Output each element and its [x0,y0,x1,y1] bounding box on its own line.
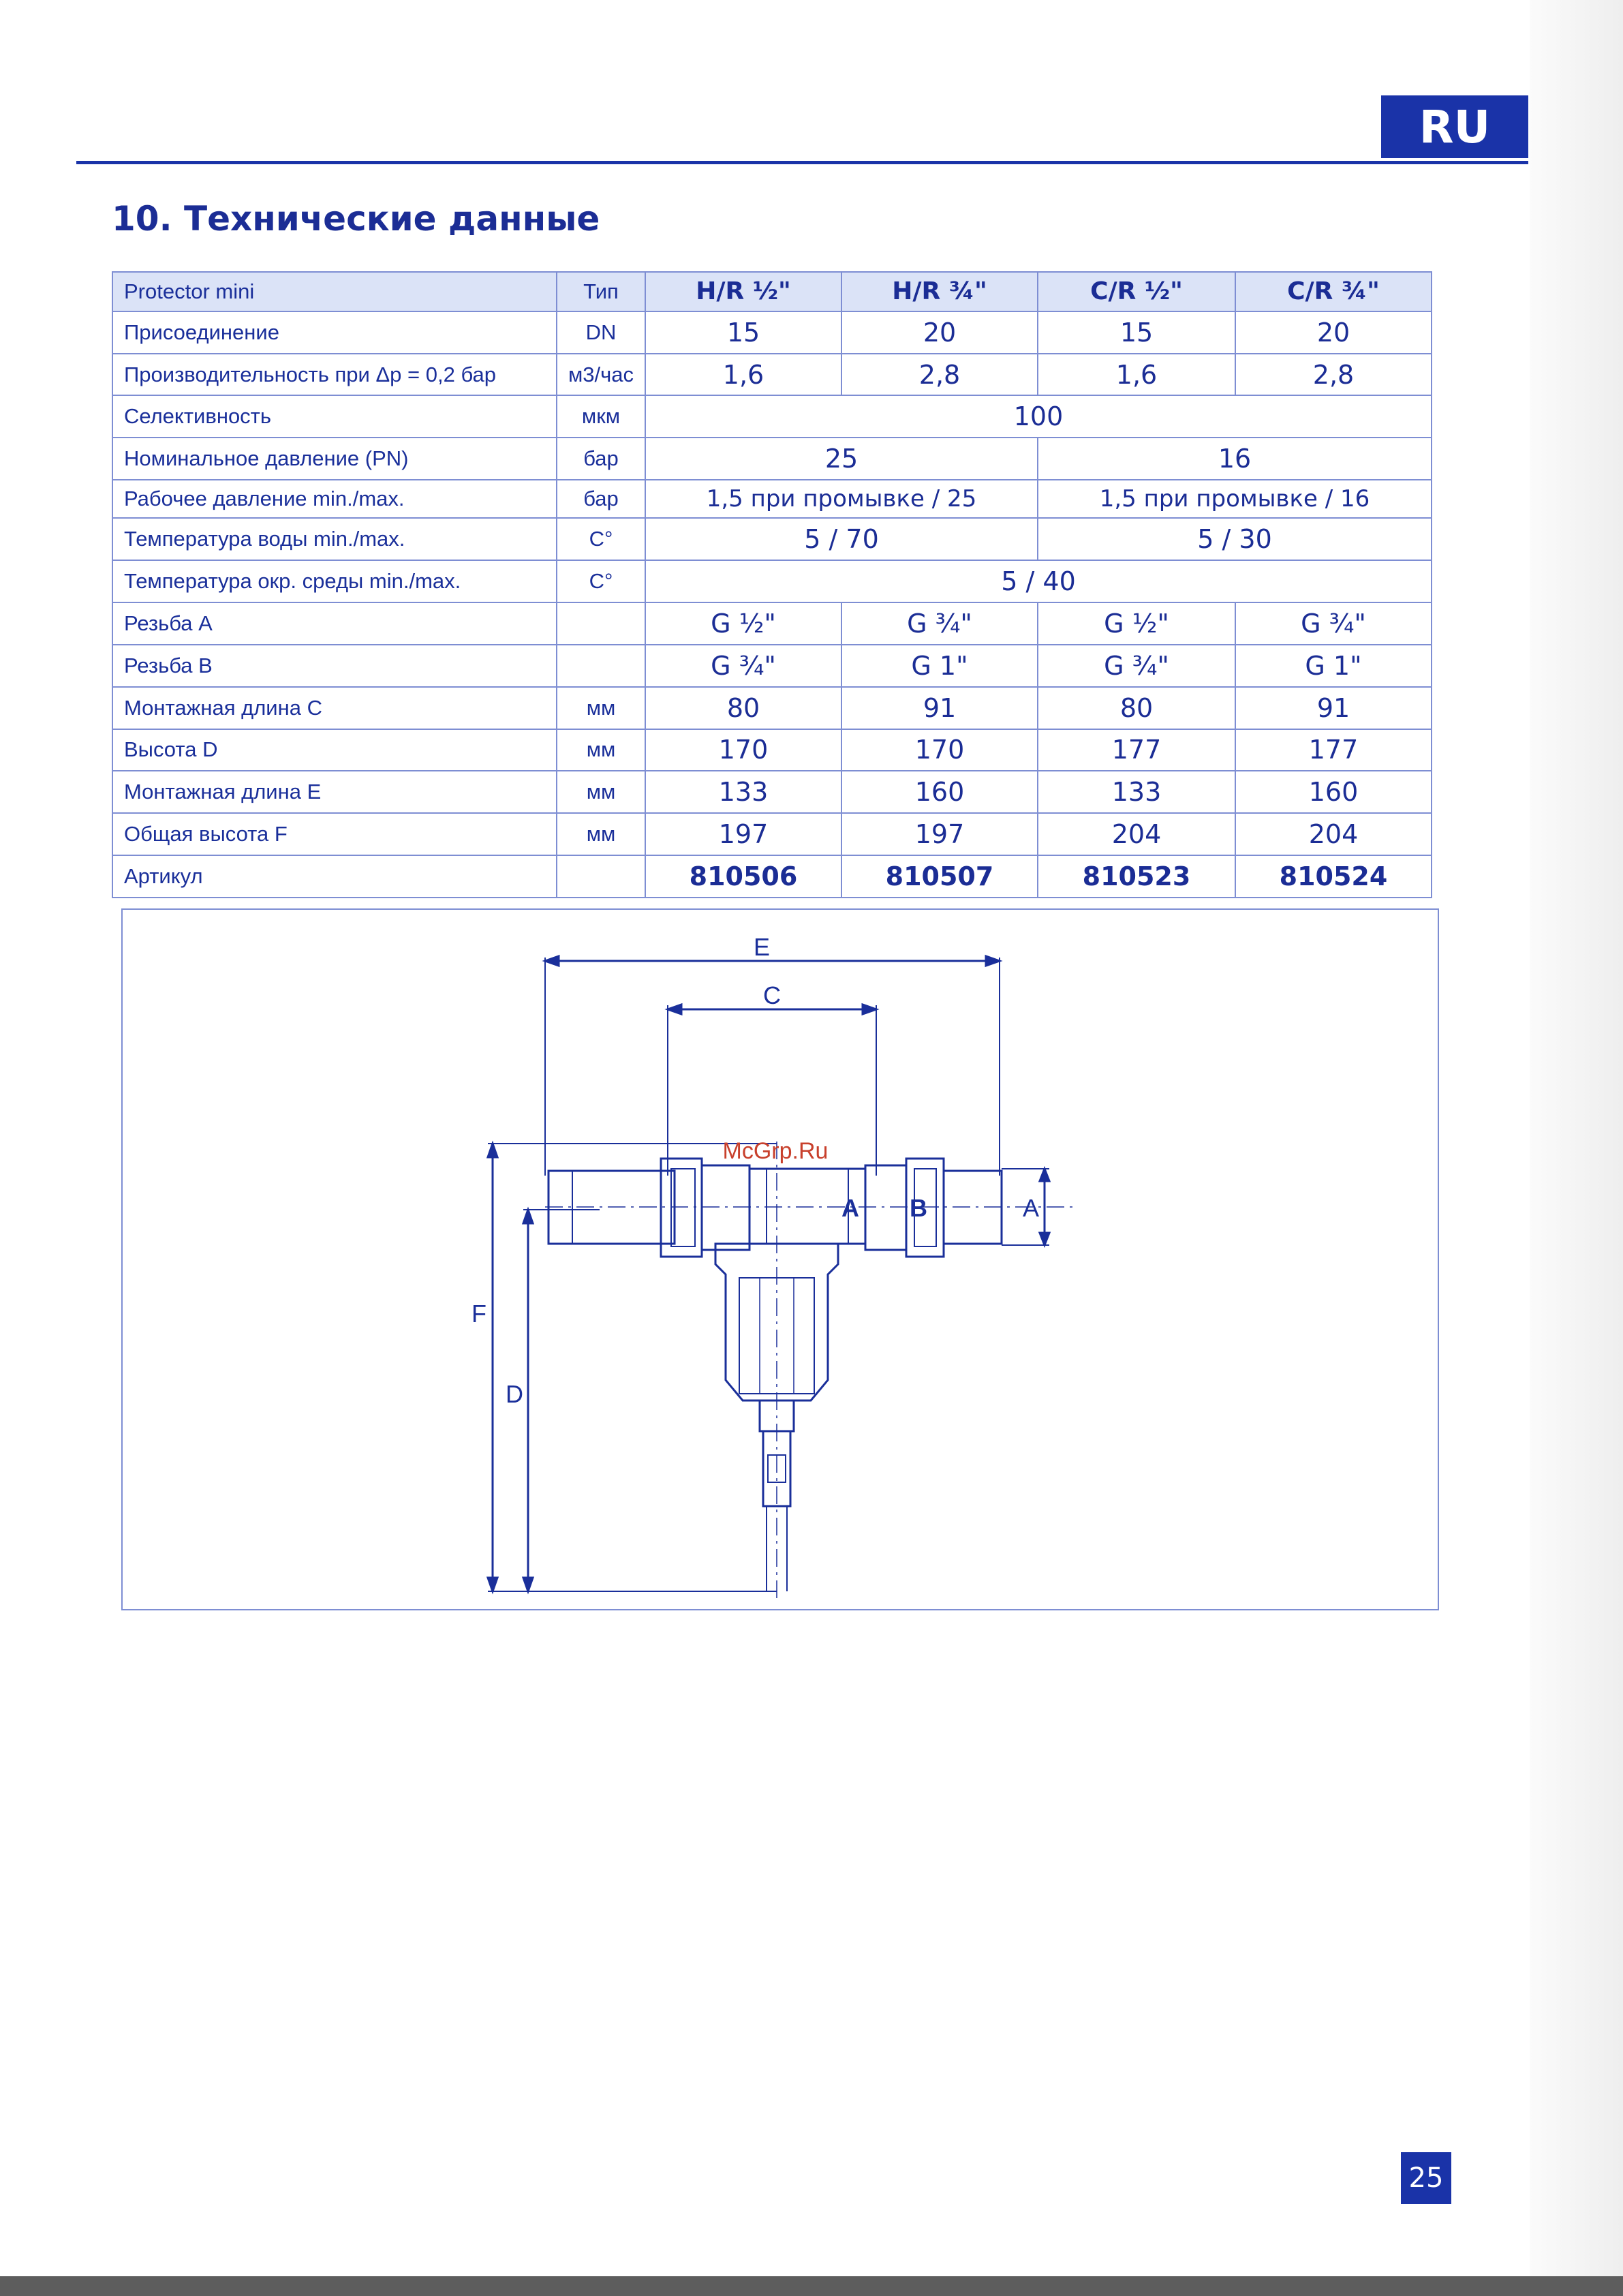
table-cell: 5 / 70 [645,518,1038,560]
arrow-icon [488,1578,497,1591]
language-badge: RU [1381,95,1528,158]
section-title: 10. Технические данные [112,199,600,239]
arrow-icon [488,1144,497,1157]
table-cell: 160 [841,771,1038,813]
row-label: Высота D [112,729,557,771]
table-cell: 197 [841,813,1038,855]
row-label: Монтажная длина C [112,687,557,729]
table-cell: 170 [645,729,841,771]
table-row [112,438,1432,480]
table-cell: G 1" [841,645,1038,687]
table-cell: 133 [645,771,841,813]
table-cell: 1,5 при промывке / 25 [645,480,1038,518]
table-row [112,855,1432,898]
table-cell: 91 [841,687,1038,729]
filter-dimension-diagram [121,908,1439,1610]
row-label: Рабочее давление min./max. [112,480,557,518]
label-b: B [910,1194,927,1222]
table-row [112,729,1432,771]
label-e: E [753,933,771,961]
table-cell: 2,8 [841,354,1038,396]
table-row [112,645,1432,687]
table-cell: G 1" [1235,645,1432,687]
header-type-label: Тип [557,272,645,311]
table-cell: 133 [1038,771,1235,813]
row-unit: C° [557,518,645,560]
row-label: Производительность при Δp = 0,2 бар [112,354,557,396]
arrow-icon [1040,1169,1049,1181]
table-cell: 170 [841,729,1038,771]
row-unit: мм [557,687,645,729]
article-number: 810523 [1038,855,1235,898]
table-row [112,771,1432,813]
row-label: Общая высота F [112,813,557,855]
table-row [112,813,1432,855]
header-model-hr-three-quarter: H/R ¾" [841,272,1038,311]
table-row [112,480,1432,518]
table-cell: 160 [1235,771,1432,813]
page-edge-shading [1530,0,1623,2296]
filter-drawing [123,910,1438,1609]
table-row [112,518,1432,560]
table-cell: G ¾" [1235,602,1432,645]
table-cell: 177 [1038,729,1235,771]
table-cell: G ½" [645,602,841,645]
table-cell: 80 [1038,687,1235,729]
article-number: 810524 [1235,855,1432,898]
row-label: Номинальное давление (PN) [112,438,557,480]
page-number: 25 [1401,2152,1451,2204]
label-d: D [506,1380,523,1408]
header-model-cr-three-quarter: C/R ¾" [1235,272,1432,311]
row-label: Селективность [112,395,557,438]
row-label: Монтажная длина E [112,771,557,813]
table-cell: 204 [1235,813,1432,855]
row-label: Присоединение [112,311,557,354]
table-cell: 100 [645,395,1432,438]
row-unit: C° [557,560,645,602]
arrow-icon [523,1578,533,1591]
scan-edge [0,2276,1623,2296]
arrow-icon [863,1005,876,1014]
row-unit [557,645,645,687]
arrow-icon [1040,1233,1049,1245]
table-cell: 25 [645,438,1038,480]
watermark: McGrp.Ru [722,1138,829,1164]
table-header-row [112,272,1432,311]
row-unit: мкм [557,395,645,438]
label-a-outer: A [1022,1194,1040,1222]
table-cell: 91 [1235,687,1432,729]
technical-data-table [112,271,1432,898]
row-label: Температура окр. среды min./max. [112,560,557,602]
table-cell: 15 [1038,311,1235,354]
table-cell: 177 [1235,729,1432,771]
table-cell: 20 [841,311,1038,354]
header-product-label: Protector mini [112,272,557,311]
table-cell: G ¾" [1038,645,1235,687]
arrow-icon [668,1005,681,1014]
header-model-cr-half: C/R ½" [1038,272,1235,311]
table-cell: 5 / 30 [1038,518,1432,560]
row-unit: мм [557,729,645,771]
table-cell: G ½" [1038,602,1235,645]
table-row [112,395,1432,438]
row-unit [557,855,645,898]
table-cell: 1,5 при промывке / 16 [1038,480,1432,518]
table-cell: 15 [645,311,841,354]
article-number: 810507 [841,855,1038,898]
header-model-hr-half: H/R ½" [645,272,841,311]
label-a-inner: A [841,1194,859,1222]
row-label: Температура воды min./max. [112,518,557,560]
outlet-coupling [865,1165,906,1250]
arrow-icon [986,956,1000,966]
table-row [112,354,1432,396]
label-f: F [472,1300,486,1328]
table-cell: 80 [645,687,841,729]
header-rule [76,161,1528,164]
row-label: Артикул [112,855,557,898]
table-cell: 2,8 [1235,354,1432,396]
row-label: Резьба A [112,602,557,645]
row-unit: бар [557,480,645,518]
table-cell: 204 [1038,813,1235,855]
table-row [112,560,1432,602]
table-row [112,687,1432,729]
table-row [112,311,1432,354]
table-row [112,602,1432,645]
table-cell: 1,6 [645,354,841,396]
table-cell: 20 [1235,311,1432,354]
table-cell: G ¾" [645,645,841,687]
table-cell: 1,6 [1038,354,1235,396]
row-label: Резьба B [112,645,557,687]
row-unit [557,602,645,645]
inlet-coupling [702,1165,749,1250]
table-cell: 16 [1038,438,1432,480]
arrow-icon [523,1210,533,1223]
row-unit: мм [557,813,645,855]
row-unit: м3/час [557,354,645,396]
table-cell: G ¾" [841,602,1038,645]
arrow-icon [545,956,559,966]
table-cell: 5 / 40 [645,560,1432,602]
table-cell: 197 [645,813,841,855]
row-unit: DN [557,311,645,354]
row-unit: мм [557,771,645,813]
row-unit: бар [557,438,645,480]
label-c: C [763,981,781,1009]
article-number: 810506 [645,855,841,898]
